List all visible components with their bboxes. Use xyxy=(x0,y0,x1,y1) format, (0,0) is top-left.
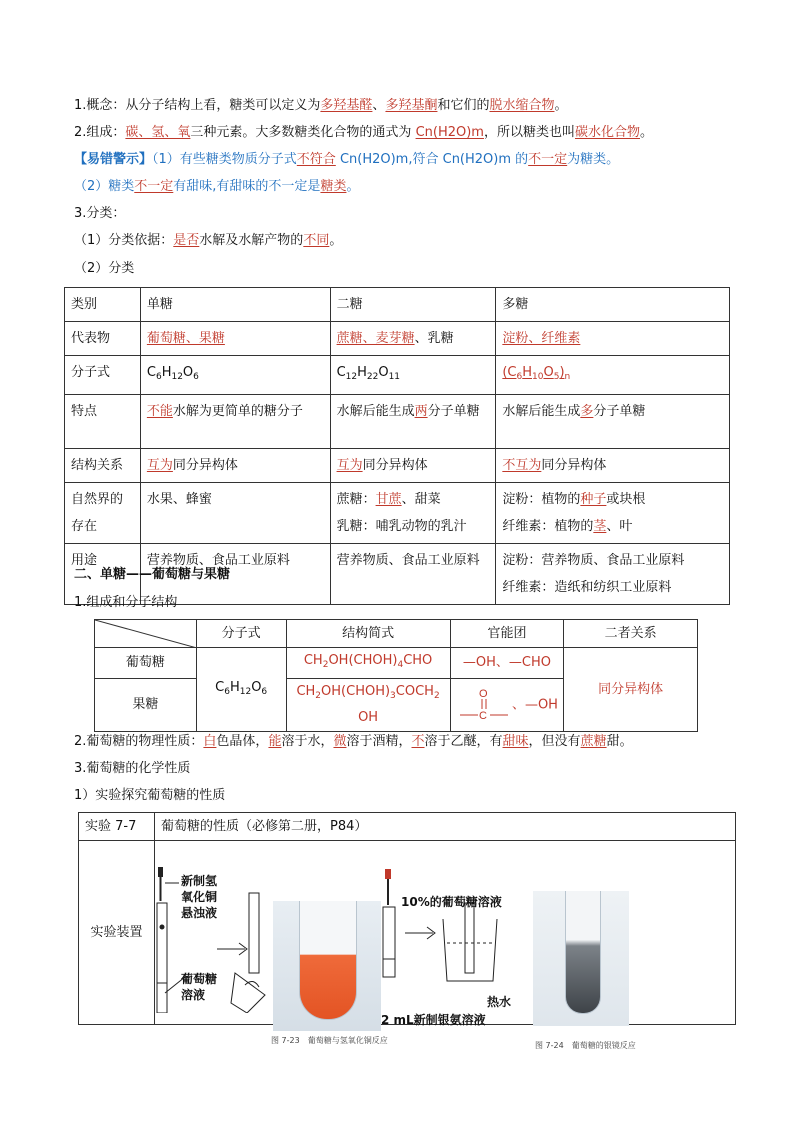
header-cell: 多糖 xyxy=(496,288,730,322)
concept-line: 1.概念：从分子结构上看，糖类可以定义为多羟基醛、多羟基酮和它们的脱水缩合物。 xyxy=(74,98,568,113)
glucose-structure: $CH_2OH(CHOH)_4CHO$ xyxy=(286,648,450,679)
mono-feature: 不能水解为更简单的糖分子 xyxy=(140,395,330,449)
carbonyl-icon xyxy=(456,685,512,725)
table-row: 分子式 $C_6H_{12}O_6$ $C_{12}H_{22}O_{11}$ $(C_6H_{10}O_5)_n$ xyxy=(65,356,730,395)
classify-sub: （2）分类 xyxy=(74,261,135,276)
table-row: 实验装置 新制氢 氧化铜 悬浊液 葡萄糖 溶液 图 7-23 葡萄糖与氢氧化铜反应 10%的葡萄糖溶液 热水 2 mL新制银氨溶液 图 7-24 葡萄糖的银镜反应 xyxy=(79,841,736,1025)
monosaccharide-table xyxy=(94,619,698,732)
table-row: 果糖 $CH_2OH(CHOH)_3COCH_2$ OH O C 、—OH xyxy=(95,679,698,732)
classification-table xyxy=(64,287,730,605)
mono-formula: $C_6H_{12}O_6$ xyxy=(140,356,330,395)
di-feature: 水解后能生成两分子单糖 xyxy=(330,395,496,449)
table-row: 结构关系 互为同分异构体 互为同分异构体 不互为同分异构体 xyxy=(65,449,730,483)
table-row: 自然界的 存在 水果、蜂蜜 蔗糖：甘蔗、甜菜 乳糖：哺乳动物的乳汁 淀粉：植物的种子或块根 纤维素：植物的茎、叶 xyxy=(65,483,730,544)
table-row: 代表物 葡萄糖、果糖 蔗糖、麦芽糖、乳糖 淀粉、纤维素 xyxy=(65,322,730,356)
ketone-group: O C 、—OH xyxy=(450,679,564,732)
classify-heading: 3.分类： xyxy=(74,206,126,221)
explore-heading: 1）实验探究葡萄糖的性质 xyxy=(74,788,226,803)
chem-heading: 3.葡萄糖的化学性质 xyxy=(74,761,191,776)
disaccharide-examples: 蔗糖、麦芽糖、乳糖 xyxy=(330,322,496,356)
composition-line: 2.组成：碳、氢、氧三种元素。大多数糖类化合物的通式为 Cn(H2O)m，所以糖类也叫碳水化合物。 xyxy=(74,125,654,140)
warning-line-2: （2）糖类不一定有甜味,有甜味的不一定是糖类。 xyxy=(74,179,360,194)
poly-formula: $(C_6H_{10}O_5)_n$ xyxy=(496,356,730,395)
classify-basis: （1）分类依据：是否水解及水解产物的不同。 xyxy=(74,233,343,248)
table-row: 特点 不能水解为更简单的糖分子 水解后能生成两分子单糖 水解后能生成多分子单糖 xyxy=(65,395,730,449)
cuprous-oxide-photo xyxy=(273,901,381,1031)
table-row xyxy=(65,288,730,322)
physical-properties: 2.葡萄糖的物理性质：白色晶体，能溶于水，微溶于酒精，不溶于乙醚，有甜味，但没有蔗糖甜。 xyxy=(74,734,633,749)
poly-feature: 水解后能生成多分子单糖 xyxy=(496,395,730,449)
structure-heading: 1.组成和分子结构 xyxy=(74,595,178,610)
fructose-structure: $CH_2OH(CHOH)_3COCH_2$ OH xyxy=(286,679,450,732)
header-cell: 类别 xyxy=(65,288,141,322)
warning-tag: 【易错警示】 xyxy=(74,152,153,167)
experiment-table xyxy=(78,812,736,1050)
silver-mirror-photo xyxy=(533,891,629,1026)
header-cell: 二糖 xyxy=(330,288,496,322)
table-row: 葡萄糖 $C_6H_{12}O_6$ $CH_2OH(CHOH)_4CHO$ —OH、—CHO 同分异构体 xyxy=(95,648,698,679)
dropper-apparatus-icon xyxy=(155,863,285,1013)
header-cell: 单糖 xyxy=(140,288,330,322)
table-row: 用途 营养物质、食品工业原料 营养物质、食品工业原料 淀粉：营养物质、食品工业原料 纤维素：造纸和纺织工业原料 xyxy=(65,544,730,605)
warning-line-1: 【易错警示】（1）有些糖类物质分子式不符合 Cn(H2O)m,符合 Cn(H2O)m 的不一定为糖类。 xyxy=(74,152,620,167)
table-row: 分子式 结构简式 官能团 二者关系 xyxy=(95,620,698,648)
table-row: 实验 7-7 葡萄糖的性质（必修第二册，P84） xyxy=(79,813,736,841)
section2-title: 二、单糖——葡萄糖与果糖 xyxy=(74,567,231,582)
svg-text:O: O xyxy=(478,688,488,700)
svg-text:C: C xyxy=(478,710,487,722)
fig1-labels-bottom: 葡萄糖 溶液 xyxy=(181,972,218,1002)
experiment-figures: 新制氢 氧化铜 悬浊液 葡萄糖 溶液 图 7-23 葡萄糖与氢氧化铜反应 10%的葡萄糖溶液 热水 2 mL新制银氨溶液 图 7-24 葡萄糖的银镜反应 xyxy=(155,841,736,1025)
fig1-labels: 新制氢 氧化铜 悬浊液 xyxy=(181,874,218,920)
diagonal-header-cell xyxy=(95,620,197,648)
shared-formula: $C_6H_{12}O_6$ xyxy=(196,648,286,732)
general-formula: Cn(H2O)m xyxy=(415,125,484,140)
di-formula: $C_{12}H_{22}O_{11}$ xyxy=(330,356,496,395)
